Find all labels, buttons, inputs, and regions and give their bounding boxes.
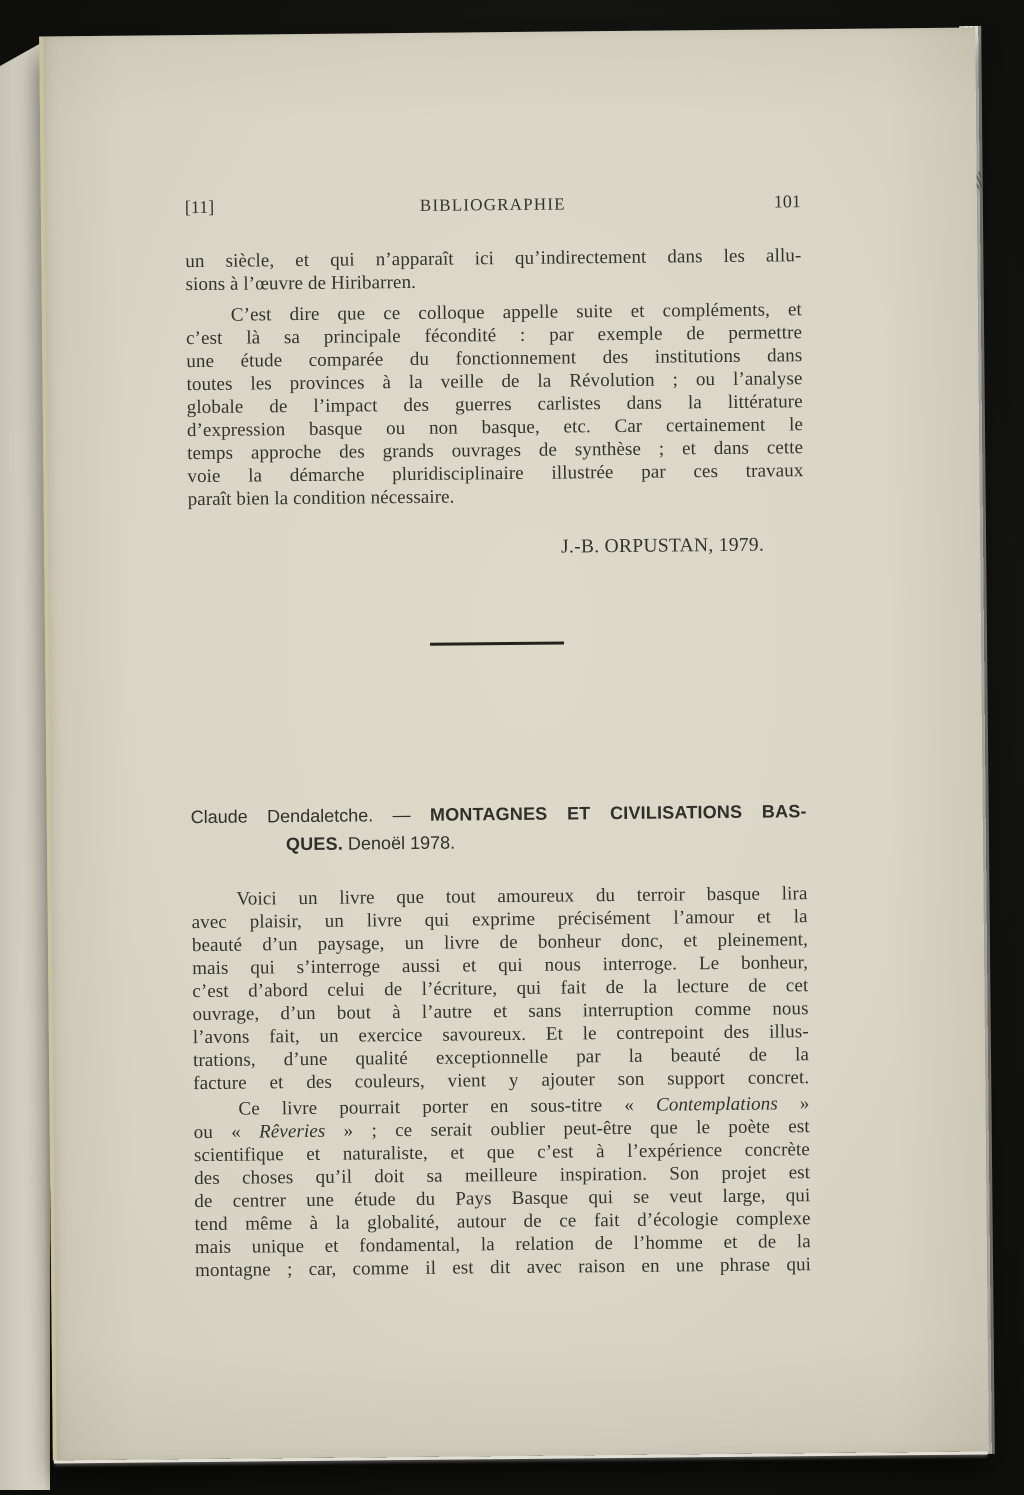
text-line: l’avons fait, un exercice savoureux. Et le contrepoint des illus- [192,1021,809,1049]
text-line: des choses qu’il doit sa meilleure inspiration. Son projet est [194,1162,811,1190]
text-line: voie la démarche pluridisciplinaire illustrée par ces travaux [187,460,804,488]
text-line: une étude comparée du fonctionnement des institutions dans [186,345,803,373]
text-line: ouvrage, d’un bout à l’autre et sans interruption comme nous [192,998,809,1026]
paragraph-1 [185,244,801,296]
page-header [185,189,801,220]
text-line: mais unique et fondamental, la relation de l’homme et de la [194,1231,811,1259]
text-line: C’est dire que ce colloque appelle suite et compléments, et [230,299,802,326]
text-line: montagne ; car, comme il est dit avec raison en une phrase qui [194,1254,812,1282]
text-line: scientifique et naturaliste, et que c’est à l’expérience concrète [193,1139,811,1167]
text-line: avec plaisir, un livre qui exprime précisément l’amour et la [191,906,808,934]
page-number: 101 [773,191,801,212]
text-line: sions à l’œuvre de Hiribarren. [185,271,417,296]
bibliography-entry-heading [191,797,808,859]
section-divider [430,642,564,646]
text-line: trations, d’une qualité exceptionnelle par la beauté de la [192,1044,810,1072]
text-segment: ou « [193,1121,260,1144]
italic-title-segment: Contemplations [655,1093,778,1116]
text-line: mais qui s’interroge aussi et qui nous interroge. Le bonheur, [192,952,809,980]
text-line: toutes les provinces à la veille de la Révolution ; ou l’analyse [186,368,803,396]
text-line: d’expression basque ou non basque, etc. Car certainement le [186,414,804,442]
running-title: BIBLIOGRAPHIE [419,194,566,215]
entry-line [191,825,807,859]
text-line: Voici un livre que tout amoureux du terroir basque lira [236,883,808,910]
text-line: c’est d’abord celui de l’écriture, qui fait de la lecture de cet [192,975,809,1003]
text-line: beauté d’un paysage, un livre de bonheur donc, et pleinement, [191,929,808,957]
paragraph-3 [191,882,809,1095]
entry-publisher: Denoël 1978. [347,832,456,854]
text-line: temps approche des grands ouvrages de synthèse ; et dans cette [187,437,804,465]
paragraph-4 [193,1092,811,1282]
text-line: facture et des couleurs, vient y ajouter son support concret. [193,1067,810,1095]
paragraph-2 [186,298,804,511]
text-segment: » [777,1093,810,1115]
book-page [39,28,989,1461]
text-segment: Ce livre pourrait porter en sous-titre « [238,1094,657,1120]
text-line: c’est là sa principale fécondité : par exemple de permettre [185,322,803,350]
entry-title-continued: QUES. [285,833,344,855]
section-number: [11] [184,196,215,218]
signature: J.-B. ORPUSTAN, 1979. [560,534,765,558]
text-block [185,189,811,1282]
italic-title-segment: Rêveries [259,1120,326,1143]
text-line: tend même à la globalité, autour de ce fait d’écologie complexe [194,1208,811,1236]
text-line: paraît bien la condition nécessaire. [187,486,455,511]
text-line: un siècle, et qui n’apparaît ici qu’indirectement dans les allu- [185,245,802,273]
text-segment: » ; ce serait oublier peut-être que le poète est [325,1116,810,1142]
entry-title: MONTAGNES ET CIVILISATIONS BAS- [429,801,807,825]
entry-author: Claude Dendaletche. — [190,804,431,828]
text-line: de centrer une étude du Pays Basque qui se veut large, qui [194,1185,811,1213]
text-line: globale de l’impact des guerres carlistes dans la littérature [186,391,803,419]
entry-line [191,797,807,831]
